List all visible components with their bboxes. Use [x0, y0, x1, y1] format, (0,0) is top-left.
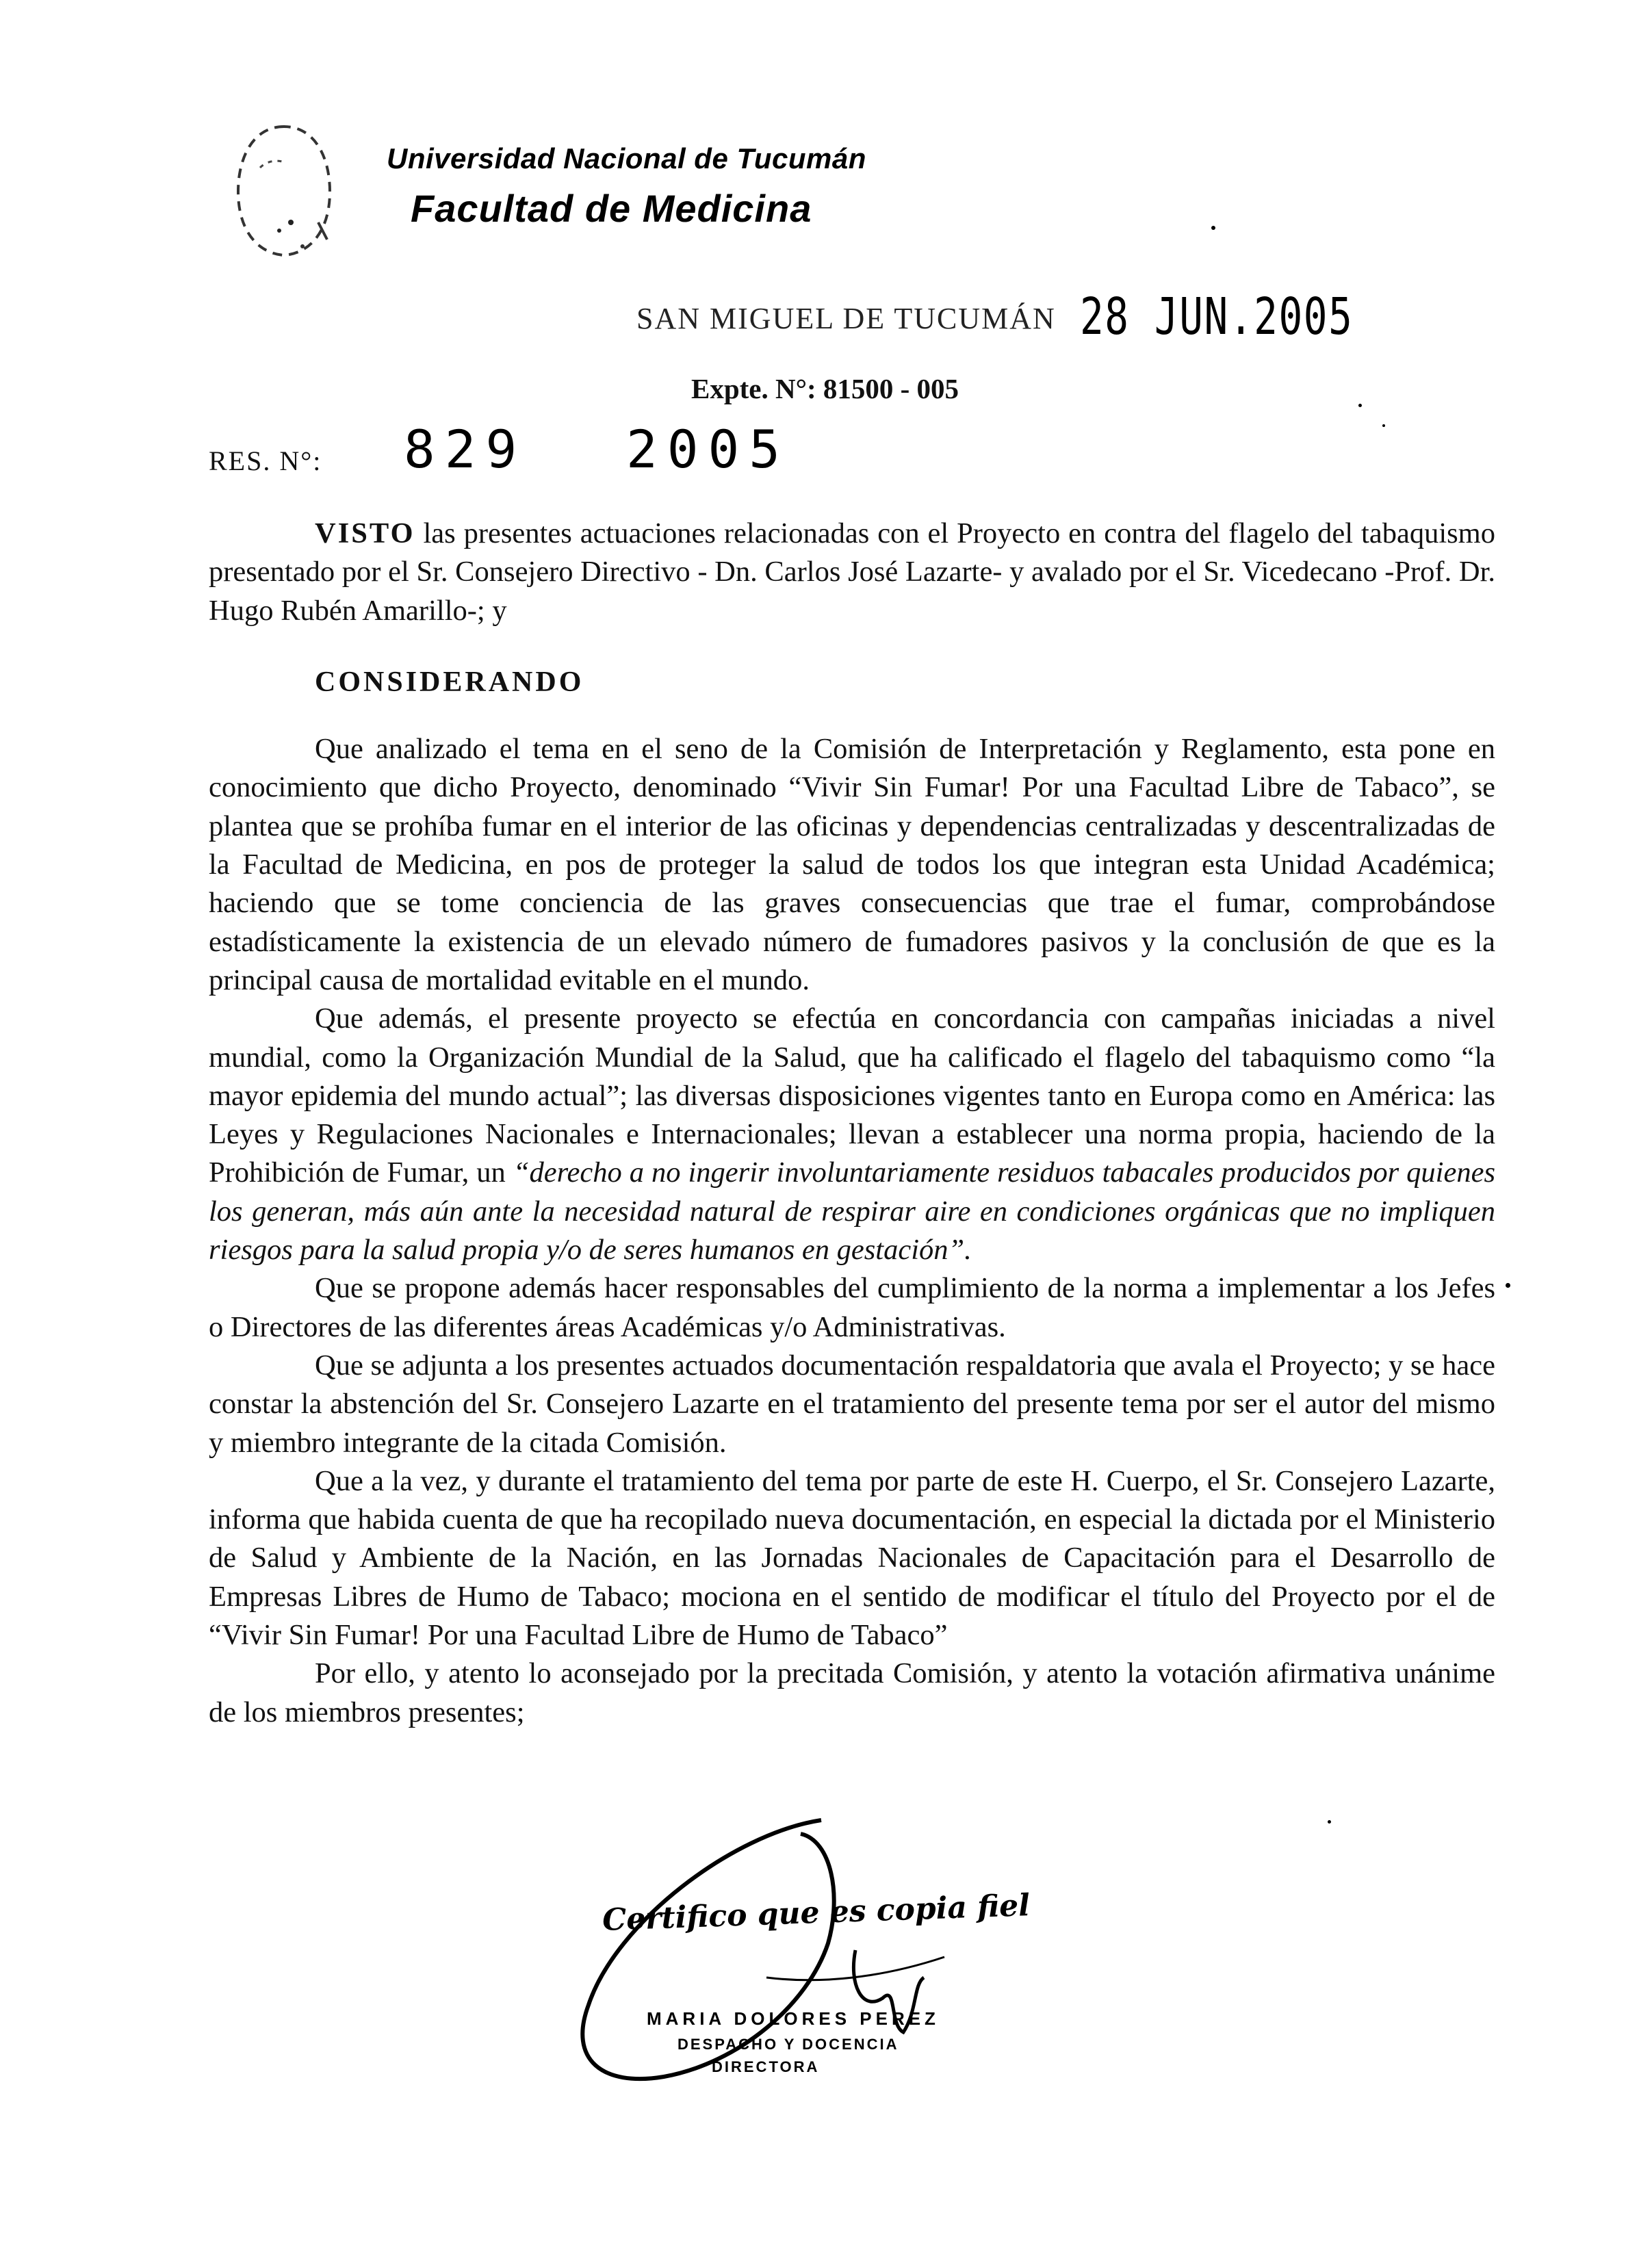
scan-speck: [1211, 226, 1215, 230]
stamp-name: MARIA DOLORES PEREZ: [647, 2008, 940, 2029]
resolution-label: RES. N°:: [209, 445, 322, 476]
visto-paragraph: [209, 515, 1495, 630]
certification-note: Certifico que es copia fiel: [602, 1888, 1031, 1938]
scan-speck: [1382, 424, 1385, 427]
paragraph-5: Que a la vez, y durante el tratamiento del tema por parte de este H. Cuerpo, el Sr. Consejero Lazarte, informa que habida cuenta de que ha recopilado nueva documentación, en especial la dictada por el Ministerio de Salud y Ambiente de la Nación, en las Jornadas Nacionales de Capacitación para el Desarrollo de Empresas Libres de Humo de Tabaco; mociona en el sentido de modificar el título del Proyecto por el de “Vivir Sin Fumar! Por una Facultad Libre de Humo de Tabaco”: [209, 1464, 1495, 1652]
paragraph-1: Que analizado el tema en el seno de la Comisión de Interpretación y Reglamento, esta pone en conocimiento que dicho Proyecto, denominado “Vivir Sin Fumar! Por una Facultad Libre de Tabaco”, se plantea que se prohíba fumar en el interior de las oficinas y dependencias centralizadas y descentralizadas de la Facultad de Medicina, en pos de proteger la salud de todos los que integran esta Unidad Académica; haciendo que se tome conciencia de las graves consecuencias que trae el fumar, comprobándose estadísticamente la existencia de un elevado número de fumadores pasivos y la conclusión de que es la principal causa de mortalidad evitable en el mundo.: [209, 733, 1495, 996]
scan-speck: [1358, 404, 1362, 407]
stamp-role: DIRECTORA: [712, 2058, 820, 2075]
expediente-number: Expte. N°: 81500 - 005: [691, 373, 959, 404]
university-name: Universidad Nacional de Tucumán: [387, 142, 866, 174]
paragraph-6: Por ello, y atento lo aconsejado por la precitada Comisión, y atento la votación afirmativa unánime de los miembros presentes;: [209, 1657, 1495, 1728]
visto-word: VISTO: [315, 517, 415, 549]
place-label: SAN MIGUEL DE TUCUMÁN: [636, 302, 1056, 335]
document-body: [209, 515, 1495, 1732]
paragraph-3: Que se propone además hacer responsables del cumplimiento de la norma a implementar a los Jefes o Directores de las diferentes áreas Académicas y/o Administrativas.: [209, 1272, 1495, 1343]
resolution-number: 829: [404, 419, 527, 480]
visto-text: las presentes actuaciones relacionadas con el Proyecto en contra del flagelo del tabaquismo presentado por el Sr. Consejero Directivo - Dn. Carlos José Lazarte- y avalado por el Sr. Vicedecano -Prof. Dr. Hugo Rubén Amarillo-; y: [209, 517, 1495, 627]
scan-speck: [1328, 1820, 1331, 1824]
university-seal-icon: [226, 120, 342, 263]
date-stamp: 28 JUN.2005: [1080, 287, 1354, 346]
paragraph-4: Que se adjunta a los presentes actuados documentación respaldatoria que avala el Proyecto; y se hace constar la abstención del Sr. Consejero Lazarte en el tratamiento del presente tema por ser el autor del mismo y miembro integrante de la citada Comisión.: [209, 1349, 1495, 1459]
considerando-heading: CONSIDERANDO: [315, 666, 584, 698]
paragraph-2-quote: “derecho a no ingerir involuntariamente residuos tabacales producidos por quienes los generan, más aún ante la necesidad natural de respirar aire en condiciones orgánicas que no impliquen riesgos para la salud propia y/o de seres humanos en gestación”.: [209, 1156, 1495, 1267]
faculty-name: Facultad de Medicina: [411, 187, 812, 230]
resolution-year: 2005: [626, 419, 790, 480]
scan-speck: [1506, 1283, 1510, 1288]
stamp-department: DESPACHO Y DOCENCIA: [677, 2036, 899, 2053]
paragraph-2: [209, 1000, 1495, 1269]
paragraph-2-text: Que además, el presente proyecto se efectúa en concordancia con campañas iniciadas a nivel mundial, como la Organización Mundial de la Salud, que ha calificado el flagelo del tabaquismo como “la mayor epidemia del mundo actual”; las diversas disposiciones vigentes tanto en Europa como en América: las Leyes y Regulaciones Nacionales e Internacionales; llevan a establecer una norma propia, haciendo de la Prohibición de Fumar, un: [209, 1002, 1495, 1189]
